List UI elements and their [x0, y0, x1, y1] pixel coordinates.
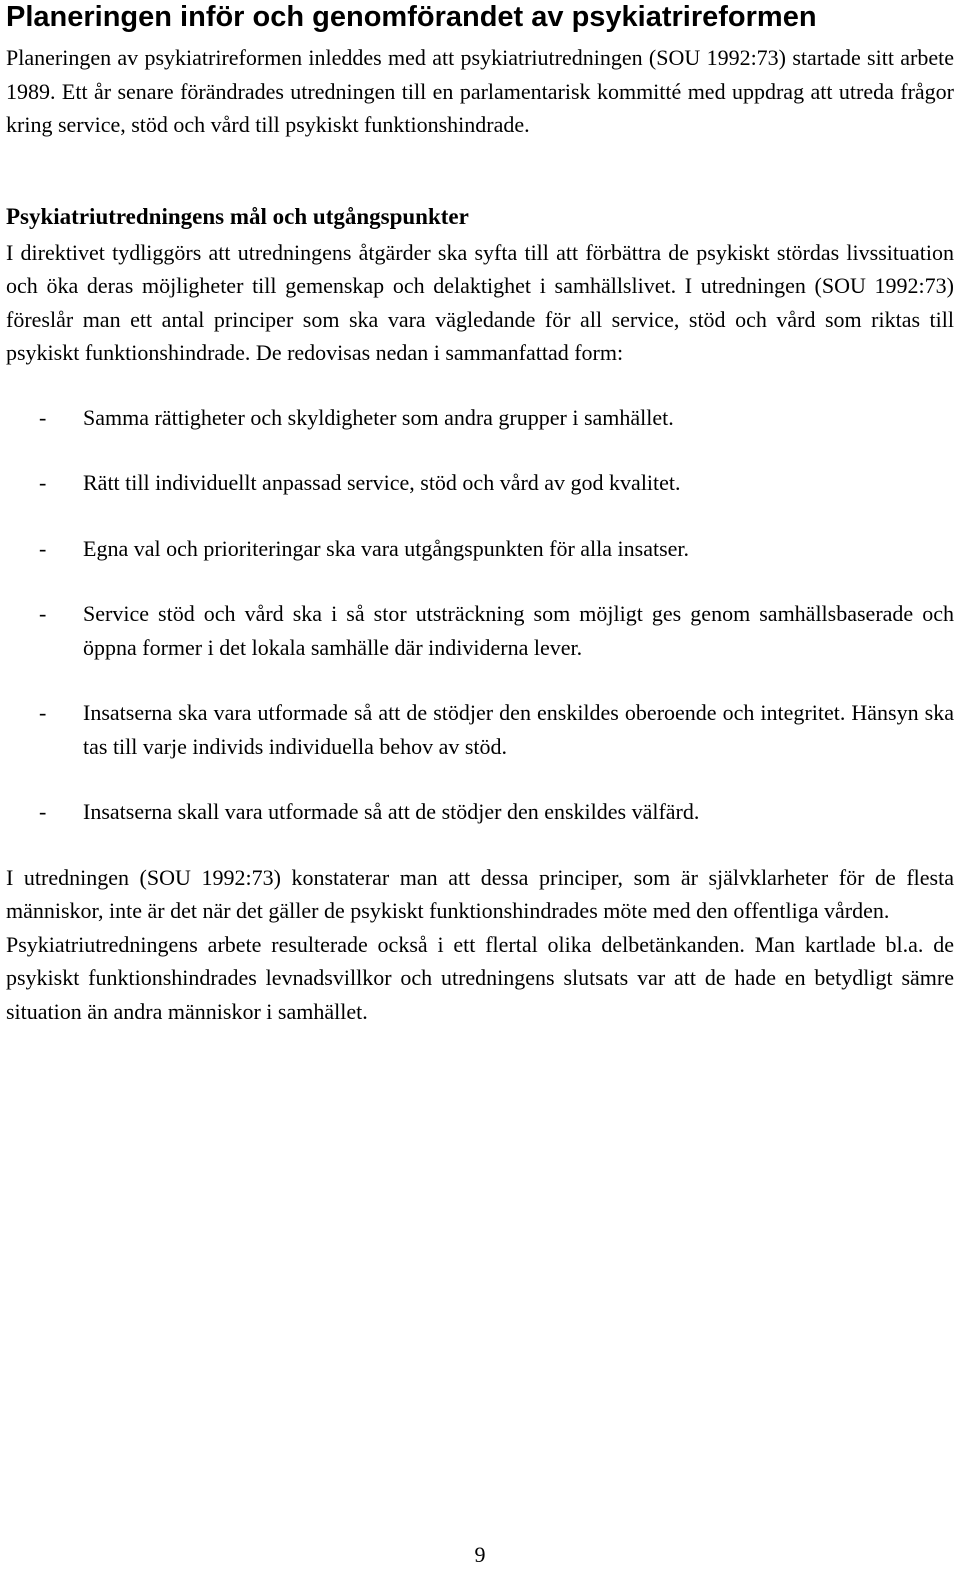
principle-text: Samma rättigheter och skyldigheter som andra grupper i samhället.	[83, 404, 674, 430]
page-number: 9	[474, 1542, 486, 1567]
bullet-dash: -	[39, 799, 47, 824]
conclusion-paragraph: I utredningen (SOU 1992:73) konstaterar man att dessa principer, som är självklarheter för de flesta människor, inte är det när det gäller de psykiskt funktionshindrades möte med den offentliga vården.	[6, 864, 954, 923]
principle-item	[6, 795, 954, 829]
directive-paragraph: I direktivet tydliggörs att utredningens åtgärder ska syfta till att förbättra de psykiskt stördas livssituation och öka deras möjligheter till gemenskap och delaktighet i samhällslivet. I utredningen (SOU 1992:73) föreslår man ett antal principer som ska vara vägledande för all service, stöd och vård som riktas till psykiskt funktionshindrade. De redovisas nedan i sammanfattad form:	[6, 239, 954, 365]
principle-text: Egna val och prioriteringar ska vara utgångspunkten för alla insatser.	[83, 535, 690, 561]
bullet-dash: -	[39, 601, 47, 626]
bullet-dash: -	[39, 700, 47, 725]
section-heading: Psykiatriutredningens mål och utgångspunkter	[6, 203, 469, 229]
final-paragraph: Psykiatriutredningens arbete resulterade också i ett flertal olika delbetänkanden. Man kartlade bl.a. de psykiskt funktionshindrades levnadsvillkor och utredningens slutsats var att de hade en betydligt sämre situation än andra människor i samhället.	[6, 931, 954, 1024]
intro-paragraph: Planeringen av psykiatrireformen inleddes med att psykiatriutredningen (SOU 1992:73) startade sitt arbete 1989. Ett år senare förändrades utredningen till en parlamentarisk kommitté med uppdrag att utreda frågor kring service, stöd och vård till psykiskt funktionshindrade.	[6, 45, 954, 137]
bullet-dash: -	[39, 404, 47, 430]
principle-item	[6, 696, 954, 763]
principles-list	[6, 401, 954, 829]
bullet-dash: -	[39, 535, 47, 561]
principle-text: Insatserna ska vara utformade så att de stödjer den enskildes oberoende och integritet. Hänsyn ska tas till varje individs individuella behov av stöd.	[83, 700, 954, 759]
principle-text: Service stöd och vård ska i så stor utsträckning som möjligt ges genom samhällsbaserade och öppna former i det lokala samhälle där individerna lever.	[83, 601, 954, 660]
document-title: Planeringen inför och genomförandet av psykiatrireformen	[6, 1, 817, 33]
principle-item	[6, 597, 954, 664]
principle-item	[6, 401, 954, 435]
bullet-dash: -	[39, 470, 47, 495]
principle-item	[6, 532, 954, 566]
principle-item	[6, 466, 954, 500]
principle-text: Rätt till individuellt anpassad service, stöd och vård av god kvalitet.	[83, 470, 681, 495]
principle-text: Insatserna skall vara utformade så att de stödjer den enskildes välfärd.	[83, 799, 700, 824]
